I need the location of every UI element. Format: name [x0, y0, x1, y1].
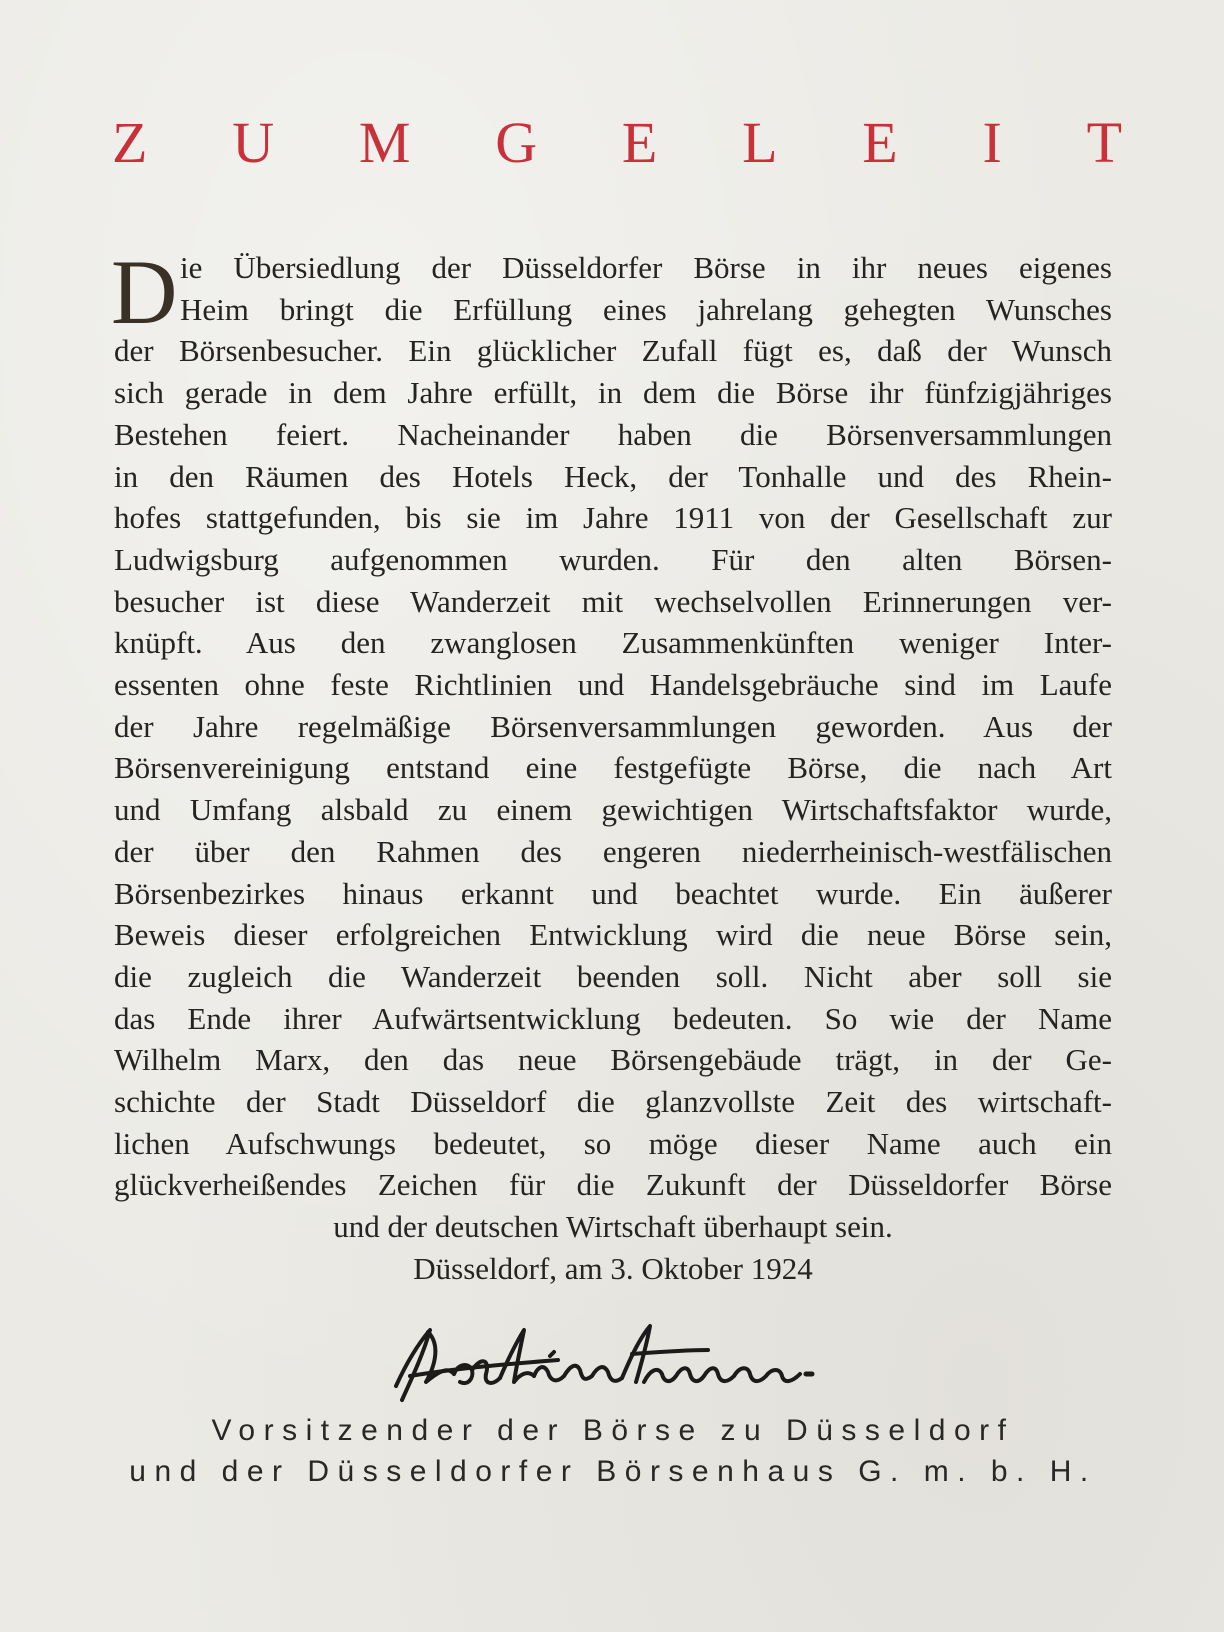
text-line: Wilhelm Marx, den das neue Börsengebäude trägt, in der Ge- — [114, 1042, 1112, 1078]
text-line: hofes stattgefunden, bis sie im Jahre 1911 von der Gesellschaft zur — [114, 500, 1112, 536]
closing-line: und der deutschen Wirtschaft überhaupt sein. — [333, 1209, 893, 1245]
text-line: die zugleich die Wanderzeit beenden soll. Nicht aber soll sie — [114, 958, 1112, 994]
text-line: der Jahre regelmäßige Börsenversammlungen geworden. Aus der — [114, 708, 1112, 744]
text-line: Beweis dieser erfolgreichen Entwicklung wird die neue Börse sein, — [114, 917, 1112, 953]
text-line: essenten ohne feste Richtlinien und Handelsgebräuche sind im Laufe — [114, 667, 1112, 703]
text-line: lichen Aufschwungs bedeutet, so möge dieser Name auch ein — [114, 1125, 1112, 1161]
footer-line-2: und der Düsseldorfer Börsenhaus G. m. b. H. — [129, 1455, 1097, 1488]
text-line: Börsenvereinigung entstand eine festgefügte Börse, die nach Art — [114, 750, 1112, 786]
title-letter: E — [621, 110, 658, 175]
text-line: Ludwigsburg aufgenommen wurden. Für den alten Börsen- — [114, 541, 1112, 577]
page-title — [112, 108, 1122, 178]
title-letter: G — [495, 110, 538, 175]
title-letter: Z — [112, 110, 148, 175]
text-line: und Umfang alsbald zu einem gewichtigen Wirtschaftsfaktor wurde, — [114, 792, 1112, 828]
body-text — [111, 241, 1112, 1290]
text-line: glückverheißendes Zeichen für die Zukunft der Düsseldorfer Börse — [114, 1167, 1112, 1203]
text-line: Heim bringt die Erfüllung eines jahrelang gehegten Wunsches — [180, 291, 1112, 327]
text-line: in den Räumen des Hotels Heck, der Tonhalle und des Rhein- — [114, 458, 1112, 494]
text-line: der über den Rahmen des engeren niederrheinisch-westfälischen — [114, 833, 1112, 869]
text-line: das Ende ihrer Aufwärtsentwicklung bedeuten. So wie der Name — [114, 1000, 1112, 1036]
title-letter: U — [232, 110, 275, 175]
text-line: ie Übersiedlung der Düsseldorfer Börse in ihr neues eigenes — [180, 250, 1112, 285]
title-letter: I — [982, 110, 1002, 175]
text-line: Börsenbezirkes hinaus erkannt und beachtet wurde. Ein äußerer — [114, 875, 1112, 911]
drop-cap: D — [111, 241, 178, 343]
text-line: besucher ist diese Wanderzeit mit wechselvollen Erinnerungen ver- — [114, 583, 1112, 619]
title-letter: E — [862, 110, 898, 175]
title-letter: T — [1086, 110, 1122, 175]
text-line: Bestehen feiert. Nacheinander haben die Börsenversammlungen — [114, 416, 1112, 452]
place-date: Düsseldorf, am 3. Oktober 1924 — [413, 1250, 813, 1286]
title-letter: L — [742, 110, 778, 175]
title-letter: M — [358, 110, 411, 175]
text-line: knüpft. Aus den zwanglosen Zusammenkünften weniger Inter- — [114, 625, 1112, 661]
text-line: der Börsenbesucher. Ein glücklicher Zufall fügt es, daß der Wunsch — [114, 333, 1112, 369]
text-line: sich gerade in dem Jahre erfüllt, in dem die Börse ihr fünfzigjähriges — [114, 375, 1112, 411]
text-line: schichte der Stadt Düsseldorf die glanzvollste Zeit des wirtschaft- — [114, 1084, 1112, 1120]
signature-block — [114, 1410, 1112, 1492]
footer-line-1: Vorsitzender der Börse zu Düsseldorf — [211, 1414, 1015, 1447]
